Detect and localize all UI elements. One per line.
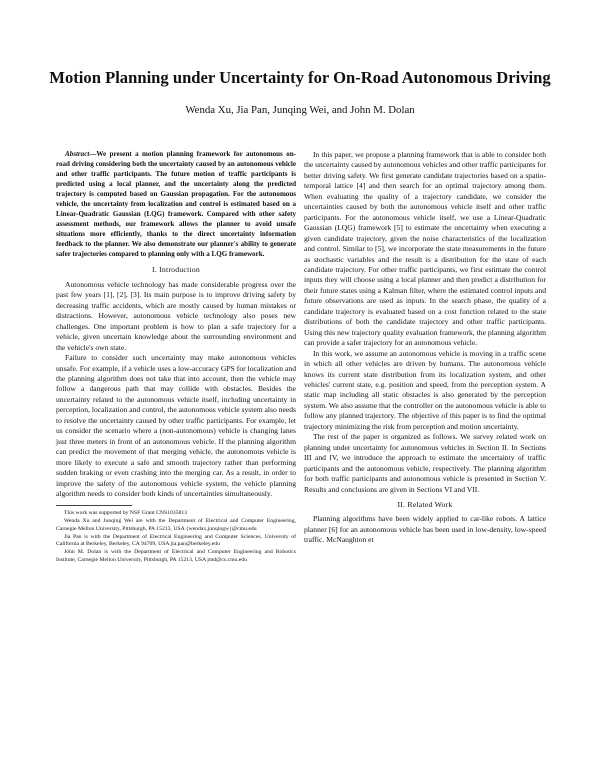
abstract-label: Abstract [65, 150, 90, 158]
abstract-text: —We present a motion planning framework for autonomous on-road driving considering both the uncertainty caused by an autonomous vehicle and other traffic participants. The future motion of traffic participants is predicted using a local planner, and the uncertainty along the predicted trajectory is computed based on Gaussian propagation. For the autonomous vehicle, the uncertainty from localization and control is estimated based on a Linear-Quadratic Gaussian (LQG) framework. Compared with other safety assessment methods, our framework allows the planner to avoid unsafe situations more efficiently, thanks to the direct uncertainty information feedback to the planner. We also demonstrate our planner's ability to generate safer trajectories compared to planning only with a LQG framework. [56, 150, 296, 258]
section-heading-related-work: II. Related Work [397, 499, 453, 509]
footnote-funding: This work was supported by NSF Grant CNS1035813 [64, 510, 188, 517]
footnote-divider [56, 505, 132, 506]
footnote-affiliation: Jia Pan is with the Department of Electrical Engineering and Computer Sciences, University of California at Berkeley, Berkeley, CA 94709, USA jia.pan@berkeley.edu [56, 533, 296, 548]
footnote-affiliation: John M. Dolan is with the Department of Electrical and Computer Engineering and Robotics Institute, Carnegie Mellon University, Pittsburgh, PA 15213, USA jmd@cs.cmu.edu [56, 548, 296, 563]
author-list: Wenda Xu, Jia Pan, Junqing Wei, and John M. Dolan [185, 104, 415, 116]
paper-title: Motion Planning under Uncertainty for On-Road Autonomous Driving [49, 68, 551, 87]
footnote-affiliation: Wenda Xu and Junqing Wei are with the Department of Electrical and Computer Engineering, Carnegie Mellon University, Pittsburgh, PA 15213, USA {wendax,junqingw}@cmu.edu [56, 518, 296, 532]
section-heading-introduction: I. Introduction [151, 265, 201, 275]
right-column [304, 150, 546, 546]
paragraph: Failure to consider such uncertainty may make autonomous vehicles unsafe. For example, if a vehicle uses a low-accuracy GPS for localization and the planning algorithm does not take that into account, then the vehicle may follow a dangerous path that may collide with obstacles. Besides the uncertainty related to the autonomous vehicle itself, including uncertainty in perception, localization and control, the autonomous vehicle system also needs to resolve the uncertainty caused by other traffic participants. For example, let us consider the scenario where a (non-autonomous) vehicle is changing lanes just three meters in front of an autonomous vehicle. If the planning algorithm can predict the movement of that merging vehicle, the autonomous vehicle is more likely to execute a safe and smooth trajectory rather than performing sudden braking or even crashing into the merging car. As a result, in order to improve the safety of the autonomous vehicle system, the vehicle planning algorithm needs to consider both kinds of uncertainties simultaneously. [56, 353, 296, 498]
paragraph: In this work, we assume an autonomous vehicle is moving in a traffic scene in which all other vehicles are driven by humans. The autonomous vehicle knows its current state distribution from its localization system, and other vehicles' current state, e.g. position and speed, from the perception system. A static map including all static obstacles is also generated by the perception system. We also assume that the controller on the autonomous vehicle is able to follow any planned trajectory. The objective of this paper is to find the optimal trajectory minimizing the risk from perception and motion uncertainty. [304, 348, 546, 431]
paragraph: Planning algorithms have been widely applied to car-like robots. A lattice planner [6] for an autonomous vehicle has been used in low-density, low-speed traffic. McNaughton et [304, 514, 546, 545]
left-column [56, 150, 296, 564]
abstract [56, 150, 296, 259]
paragraph: In this paper, we propose a planning framework that is able to consider both the uncertainty caused by autonomous vehicles and other traffic participants for better driving safety. We first generate candidate trajectories based on a spatio-temporal lattice [4] and then search for an optimal trajectory among them. When evaluating the quality of a trajectory candidate, we consider the uncertainties caused by both the autonomous vehicle itself and other traffic participants. For the autonomous vehicle itself, we use a Linear-Quadratic Gaussian (LQG) framework [5] to estimate the uncertainty when executing a given candidate trajectory, given the noise characteristics of the localization and control. Similar to [5], we incorporate the state measurements in the future as stochastic variables and the result is a distribution for the state of each candidate trajectory. For other traffic participants, we first estimate the control inputs they will choose using a local planner and then predict a distribution for their future states using a Kalman filter, where the estimated control inputs and future observations are used as inputs. In the search phase, the quality of a candidate trajectory is evaluated based on a cost function related to the state distributions of both the candidate trajectory and other traffic participants. Using this new trajectory quality evaluation framework, the planning algorithm can provide a safer trajectory for an autonomous vehicle. [304, 150, 546, 348]
paragraph: Autonomous vehicle technology has made considerable progress over the past few years [1], [2], [3]. Its main purpose is to improve driving safety by decreasing traffic accidents, which are mostly caused by human mistakes or distractions. However, autonomous vehicle technology also poses new challenges. One important problem is how to plan a safe trajectory for a vehicle, given uncertain knowledge about the surrounding environment and the vehicle's own state. [56, 279, 296, 352]
paragraph: The rest of the paper is organized as follows. We survey related work on planning under uncertainty for autonomous vehicles in Section II. In Sections III and IV, we introduce the approach to estimate the uncertainty of traffic participants and the autonomous vehicle, respectively. The planning algorithm for both traffic participants and autonomous vehicle is presented in Section V. Results and conclusions are given in Sections VI and VII. [304, 432, 546, 494]
